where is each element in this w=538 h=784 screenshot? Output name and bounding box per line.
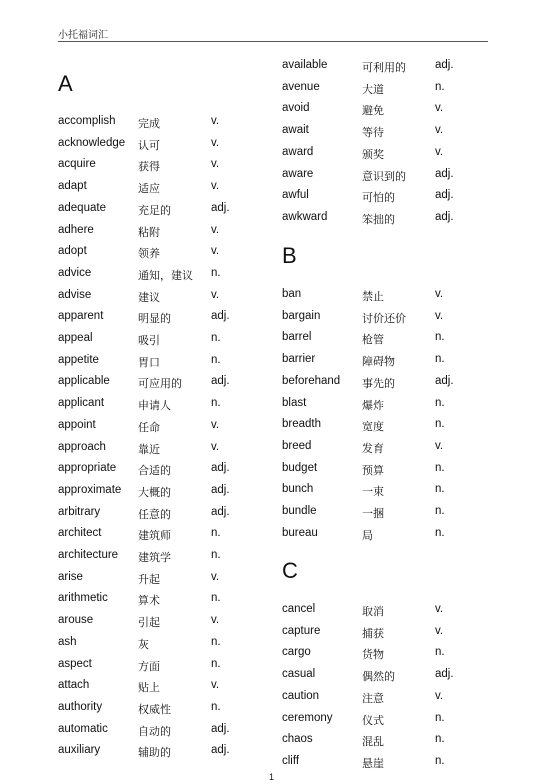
part-of-speech: v. xyxy=(211,223,220,236)
english-word: barrier xyxy=(282,353,316,366)
chinese-meaning: 货物 xyxy=(362,648,384,662)
part-of-speech: n. xyxy=(211,397,221,410)
chinese-meaning: 局 xyxy=(362,528,373,542)
english-word: attach xyxy=(58,679,90,692)
chinese-meaning: 捕获 xyxy=(362,626,384,640)
chinese-meaning: 引起 xyxy=(138,616,160,630)
english-word: appropriate xyxy=(58,462,117,475)
english-word: ban xyxy=(282,288,302,300)
english-word: cargo xyxy=(282,646,311,659)
chinese-meaning: 方面 xyxy=(138,659,160,673)
chinese-meaning: 完成 xyxy=(138,117,160,130)
part-of-speech: adj. xyxy=(435,374,454,387)
chinese-meaning: 适应 xyxy=(138,182,160,196)
part-of-speech: adj. xyxy=(211,375,230,388)
part-of-speech: n. xyxy=(435,646,445,659)
part-of-speech: adj. xyxy=(435,59,454,71)
chinese-meaning: 辅助的 xyxy=(138,746,171,760)
english-word: budget xyxy=(282,461,318,474)
part-of-speech: n. xyxy=(435,505,445,517)
chinese-meaning: 明显的 xyxy=(138,312,171,326)
english-word: awful xyxy=(282,189,309,202)
part-of-speech: n. xyxy=(435,483,445,496)
part-of-speech: adj. xyxy=(211,483,230,496)
part-of-speech: n. xyxy=(435,461,445,474)
part-of-speech: v. xyxy=(211,570,220,583)
chinese-meaning: 仪式 xyxy=(362,713,384,727)
chinese-meaning: 自动的 xyxy=(138,724,171,738)
part-of-speech: v. xyxy=(435,603,444,615)
part-of-speech: adj. xyxy=(211,505,230,518)
chinese-meaning: 合适的 xyxy=(138,464,171,478)
part-of-speech: adj. xyxy=(211,722,230,735)
chinese-meaning: 注意 xyxy=(362,691,384,705)
part-of-speech: n. xyxy=(211,700,221,713)
english-word: aspect xyxy=(58,657,92,670)
part-of-speech: n. xyxy=(435,353,445,366)
part-of-speech: adj. xyxy=(435,210,454,223)
english-word: bureau xyxy=(282,526,318,539)
chinese-meaning: 大道 xyxy=(362,82,384,96)
chinese-meaning: 任意的 xyxy=(138,507,171,521)
english-word: auxiliary xyxy=(58,744,101,757)
chinese-meaning: 申请人 xyxy=(138,399,171,413)
part-of-speech: v. xyxy=(211,418,220,431)
part-of-speech: v. xyxy=(435,689,444,702)
part-of-speech: adj. xyxy=(211,201,230,214)
english-word: adapt xyxy=(58,180,87,193)
part-of-speech: adj. xyxy=(211,310,230,323)
chinese-meaning: 粘附 xyxy=(138,225,160,239)
part-of-speech: n. xyxy=(435,418,445,431)
part-of-speech: v. xyxy=(435,145,444,158)
chinese-meaning: 避免 xyxy=(362,104,384,118)
english-word: architect xyxy=(58,527,102,540)
chinese-meaning: 宽度 xyxy=(362,420,384,434)
english-word: automatic xyxy=(58,722,108,735)
chinese-meaning: 升起 xyxy=(138,572,160,586)
english-word: advice xyxy=(58,266,92,279)
part-of-speech: v. xyxy=(435,102,444,115)
part-of-speech: v. xyxy=(435,439,444,452)
english-word: accomplish xyxy=(58,115,116,127)
part-of-speech: v. xyxy=(211,614,220,627)
chinese-meaning: 靠近 xyxy=(138,442,160,456)
part-of-speech: v. xyxy=(211,245,220,258)
part-of-speech: v. xyxy=(435,288,444,300)
page-number: 1 xyxy=(269,772,275,782)
english-word: adequate xyxy=(58,201,106,214)
chinese-meaning: 爆炸 xyxy=(362,398,384,412)
english-word: caution xyxy=(282,689,320,702)
english-word: avoid xyxy=(282,102,310,115)
header-divider xyxy=(58,41,488,42)
part-of-speech: n. xyxy=(211,635,221,648)
chinese-meaning: 障碍物 xyxy=(362,355,395,369)
english-word: cliff xyxy=(282,754,300,767)
english-word: acknowledge xyxy=(58,136,126,149)
part-of-speech: v. xyxy=(211,288,220,301)
chinese-meaning: 大概的 xyxy=(138,485,171,499)
part-of-speech: n. xyxy=(211,332,221,344)
english-word: advise xyxy=(58,288,92,301)
chinese-meaning: 可应用的 xyxy=(138,377,182,391)
english-word: applicable xyxy=(58,375,110,388)
english-word: avenue xyxy=(282,80,320,93)
english-word: authority xyxy=(58,700,103,713)
chinese-meaning: 预算 xyxy=(362,463,384,477)
english-word: barrel xyxy=(282,331,312,344)
chinese-meaning: 枪管 xyxy=(362,333,384,347)
part-of-speech: v. xyxy=(211,679,220,692)
part-of-speech: adj. xyxy=(435,668,454,681)
chinese-meaning: 偶然的 xyxy=(362,670,395,684)
part-of-speech: n. xyxy=(211,657,221,670)
english-word: casual xyxy=(282,668,316,681)
chinese-meaning: 认可 xyxy=(138,138,160,152)
section-letter-heading: C xyxy=(282,558,298,583)
part-of-speech: v. xyxy=(211,115,220,127)
part-of-speech: adj. xyxy=(211,744,230,757)
part-of-speech: n. xyxy=(435,754,445,767)
chinese-meaning: 领养 xyxy=(138,247,160,261)
part-of-speech: n. xyxy=(435,733,445,746)
chinese-meaning: 可利用的 xyxy=(362,61,406,74)
chinese-meaning: 发育 xyxy=(362,441,384,455)
part-of-speech: adj. xyxy=(435,167,454,180)
part-of-speech: v. xyxy=(211,180,220,193)
english-word: adhere xyxy=(58,223,94,236)
chinese-meaning: 建议 xyxy=(138,290,160,304)
chinese-meaning: 一捆 xyxy=(362,507,384,520)
english-word: adopt xyxy=(58,245,87,258)
part-of-speech: n. xyxy=(435,80,445,93)
part-of-speech: n. xyxy=(211,592,221,605)
part-of-speech: n. xyxy=(435,711,445,724)
english-word: aware xyxy=(282,167,314,180)
english-word: bunch xyxy=(282,483,314,496)
part-of-speech: n. xyxy=(211,353,221,366)
chinese-meaning: 灰 xyxy=(138,637,149,651)
english-word: acquire xyxy=(58,158,96,171)
english-word: arbitrary xyxy=(58,505,101,518)
english-word: cancel xyxy=(282,603,316,615)
chinese-meaning: 笨拙的 xyxy=(362,212,395,226)
chinese-meaning: 贴上 xyxy=(138,681,160,695)
chinese-meaning: 一束 xyxy=(362,485,384,499)
english-word: capture xyxy=(282,624,321,637)
part-of-speech: v. xyxy=(211,136,220,149)
chinese-meaning: 建筑师 xyxy=(138,529,171,543)
part-of-speech: v. xyxy=(211,158,220,171)
english-word: available xyxy=(282,59,328,71)
chinese-meaning: 通知，建议 xyxy=(138,268,193,282)
english-word: arise xyxy=(58,570,83,583)
section-letter-heading: A xyxy=(58,71,73,96)
english-word: breadth xyxy=(282,418,322,431)
english-word: appetite xyxy=(58,353,99,366)
english-word: bargain xyxy=(282,309,321,322)
chinese-meaning: 等待 xyxy=(362,126,384,140)
english-word: architecture xyxy=(58,549,119,561)
part-of-speech: v. xyxy=(435,309,444,322)
chinese-meaning: 讨价还价 xyxy=(362,311,406,325)
part-of-speech: v. xyxy=(435,124,444,137)
section-letter-heading: B xyxy=(282,243,297,268)
chinese-meaning: 悬崖 xyxy=(362,756,384,770)
english-word: breed xyxy=(282,439,312,452)
english-word: approach xyxy=(58,440,106,453)
chinese-meaning: 建筑学 xyxy=(138,551,171,564)
english-word: applicant xyxy=(58,397,105,410)
english-word: arithmetic xyxy=(58,592,108,605)
chinese-meaning: 事先的 xyxy=(362,376,395,390)
part-of-speech: n. xyxy=(211,527,221,540)
part-of-speech: v. xyxy=(211,440,220,453)
english-word: chaos xyxy=(282,733,313,746)
english-word: ash xyxy=(58,635,77,648)
english-word: appeal xyxy=(58,332,93,344)
english-word: appoint xyxy=(58,418,96,431)
english-word: awkward xyxy=(282,210,328,223)
english-word: blast xyxy=(282,396,307,409)
english-word: apparent xyxy=(58,310,104,323)
chinese-meaning: 胃口 xyxy=(138,355,160,369)
chinese-meaning: 混乱 xyxy=(362,735,384,749)
chinese-meaning: 充足的 xyxy=(138,203,171,217)
chinese-meaning: 权威性 xyxy=(138,702,171,716)
english-word: bundle xyxy=(282,505,317,517)
part-of-speech: n. xyxy=(435,526,445,539)
chinese-meaning: 颁奖 xyxy=(362,147,384,161)
english-word: beforehand xyxy=(282,374,341,387)
english-word: ceremony xyxy=(282,711,333,724)
chinese-meaning: 可怕的 xyxy=(362,191,395,205)
part-of-speech: n. xyxy=(435,331,445,344)
part-of-speech: n. xyxy=(435,396,445,409)
english-word: await xyxy=(282,124,309,137)
english-word: arouse xyxy=(58,614,94,627)
chinese-meaning: 算术 xyxy=(138,594,160,608)
chinese-meaning: 吸引 xyxy=(138,334,160,347)
part-of-speech: v. xyxy=(435,624,444,637)
page-header-title: 小托福词汇 xyxy=(58,30,108,41)
english-word: award xyxy=(282,145,314,158)
part-of-speech: adj. xyxy=(211,462,230,475)
part-of-speech: n. xyxy=(211,549,221,561)
chinese-meaning: 意识到的 xyxy=(362,169,406,183)
chinese-meaning: 获得 xyxy=(138,160,160,174)
chinese-meaning: 任命 xyxy=(138,420,160,434)
chinese-meaning: 禁止 xyxy=(362,290,384,303)
part-of-speech: n. xyxy=(211,266,221,279)
part-of-speech: adj. xyxy=(435,189,454,202)
english-word: approximate xyxy=(58,483,122,496)
chinese-meaning: 取消 xyxy=(362,605,384,618)
